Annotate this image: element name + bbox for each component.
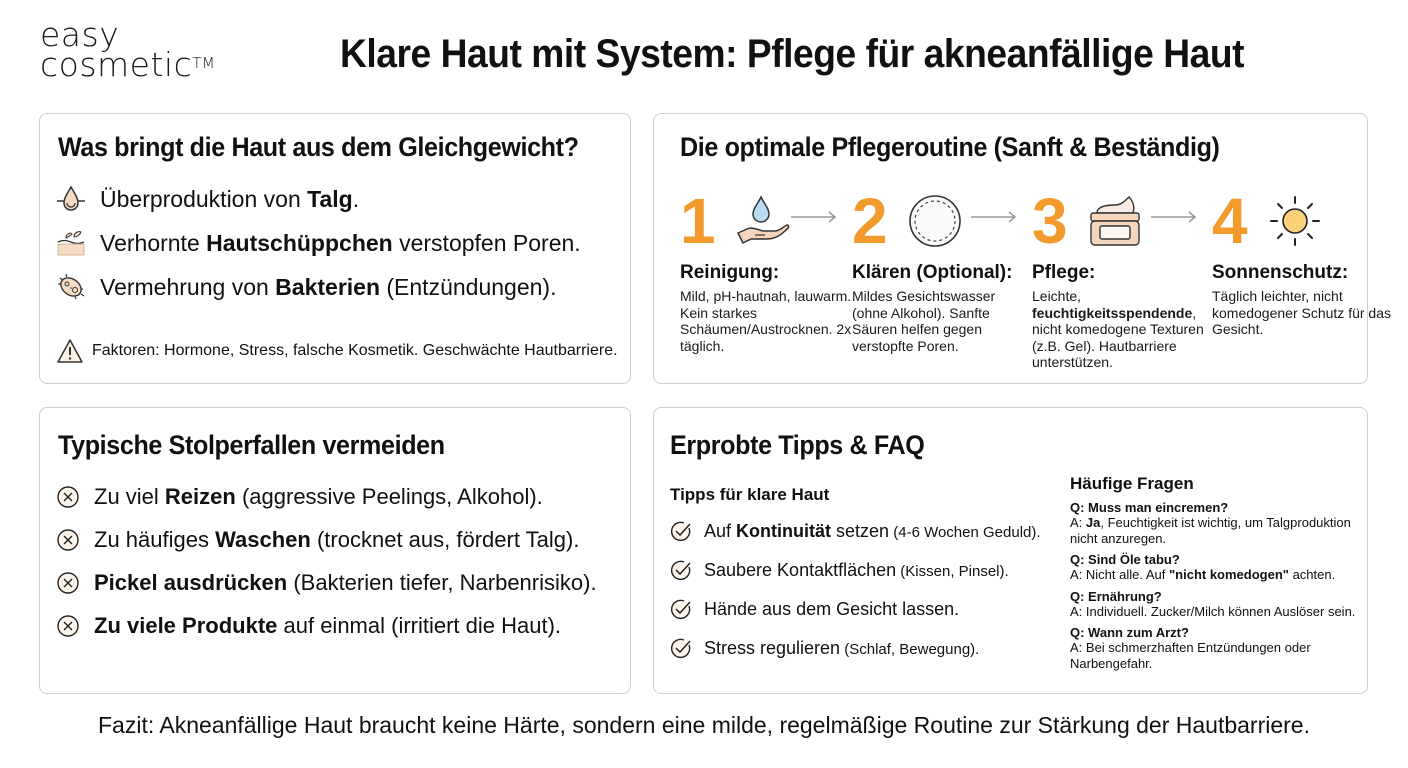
faq-item bbox=[1070, 589, 1360, 620]
factors-note: Faktoren: Hormone, Stress, falsche Kosmetik. Geschwächte Hautbarriere. bbox=[56, 338, 618, 364]
step-number: 3 bbox=[1032, 185, 1068, 257]
check-circle-icon bbox=[670, 559, 692, 581]
step-label: Sonnenschutz: bbox=[1212, 262, 1349, 283]
step-number: 2 bbox=[852, 185, 888, 257]
tips-faq-card bbox=[653, 407, 1368, 694]
step-description: Mildes Gesichtswasser (ohne Alkohol). Sanfte Säuren helfen gegen verstopfte Poren. bbox=[852, 288, 996, 354]
step-label: Klären (Optional): bbox=[852, 262, 1013, 283]
tips-title: Erprobte Tipps & FAQ bbox=[670, 430, 925, 460]
x-circle-icon bbox=[56, 614, 80, 638]
cause-item: Vermehrung von Bakterien (Entzündungen). bbox=[56, 272, 556, 302]
arrow-right-icon bbox=[969, 210, 1019, 224]
pitfall-item: Pickel ausdrücken (Bakterien tiefer, Narbenrisiko). bbox=[56, 570, 597, 596]
routine-title: Die optimale Pflegeroutine (Sanft & Beständig) bbox=[680, 132, 1220, 162]
faq-answer: A: Individuell. Zucker/Milch können Auslöser sein. bbox=[1070, 603, 1356, 619]
check-circle-icon bbox=[670, 520, 692, 542]
logo-trademark: TM bbox=[192, 54, 216, 72]
warning-icon bbox=[56, 338, 84, 364]
faq-item bbox=[1070, 552, 1360, 583]
causes-title: Was bringt die Haut aus dem Gleichgewicht? bbox=[58, 132, 579, 162]
cotton-pad-icon bbox=[904, 193, 966, 249]
step-number: 4 bbox=[1212, 185, 1248, 257]
step-number: 1 bbox=[680, 185, 716, 257]
cause-item: Überproduktion von Talg. bbox=[56, 184, 359, 214]
faq-answer: A: Nicht alle. Auf "nicht komedogen" achten. bbox=[1070, 567, 1336, 582]
cause-item: Verhornte Hautschüppchen verstopfen Poren. bbox=[56, 228, 581, 258]
logo-line-1: easy bbox=[40, 15, 120, 54]
x-circle-icon bbox=[56, 485, 80, 509]
arrow-right-icon bbox=[789, 210, 839, 224]
routine-step-4 bbox=[1212, 186, 1392, 338]
faq-question: Q: Ernährung? bbox=[1070, 588, 1162, 604]
step-description: Täglich leichter, nicht komedogener Schutz für das Gesicht. bbox=[1212, 288, 1391, 337]
pitfall-item: Zu häufiges Waschen (trocknet aus, fördert Talg). bbox=[56, 527, 579, 553]
cream-jar-icon bbox=[1084, 193, 1146, 249]
faq-title: Häufige Fragen bbox=[1070, 474, 1194, 493]
tip-item: Auf Kontinuität setzen (4-6 Wochen Geduld). bbox=[670, 520, 1041, 542]
step-label: Pflege: bbox=[1032, 262, 1096, 283]
tip-item: Stress regulieren (Schlaf, Bewegung). bbox=[670, 637, 979, 659]
page-title: Klare Haut mit System: Pflege für akneanfällige Haut bbox=[340, 32, 1245, 76]
faq-question: Q: Sind Öle tabu? bbox=[1070, 552, 1180, 567]
conclusion-text: Fazit: Akneanfällige Haut braucht keine Härte, sondern eine milde, regelmäßige Routine zur Stärkung der Hautbarriere. bbox=[98, 712, 1310, 738]
oil-drop-icon bbox=[56, 184, 86, 214]
arrow-right-icon bbox=[1149, 210, 1199, 224]
x-circle-icon bbox=[56, 571, 80, 595]
tip-item: Hände aus dem Gesicht lassen. bbox=[670, 598, 959, 620]
faq-section bbox=[1070, 474, 1360, 677]
step-description: Mild, pH-hautnah, lauwarm. Kein starkes Schäumen/Austrocknen. 2x täglich. bbox=[680, 288, 852, 354]
sun-icon bbox=[1264, 193, 1326, 249]
bacteria-icon bbox=[56, 272, 86, 302]
hand-water-drop-icon bbox=[732, 193, 794, 249]
x-circle-icon bbox=[56, 528, 80, 552]
faq-item bbox=[1070, 625, 1360, 671]
logo-line-2: cosmetic bbox=[40, 45, 193, 84]
pitfall-item: Zu viele Produkte auf einmal (irritiert die Haut). bbox=[56, 613, 561, 639]
step-description: Leichte, feuchtigkeitsspendende, nicht komedogene Texturen (z.B. Gel). Hautbarriere unterstützen. bbox=[1032, 288, 1204, 370]
pitfall-item: Zu viel Reizen (aggressive Peelings, Alkohol). bbox=[56, 484, 543, 510]
brand-logo bbox=[40, 15, 216, 84]
faq-item bbox=[1070, 500, 1360, 546]
pitfalls-title: Typische Stolperfallen vermeiden bbox=[58, 430, 445, 460]
faq-answer: A: Ja, Feuchtigkeit ist wichtig, um Talgproduktion nicht anzuregen. bbox=[1070, 515, 1351, 546]
skin-layers-icon bbox=[56, 228, 86, 258]
faq-question: Q: Muss man eincremen? bbox=[1070, 500, 1229, 515]
tips-subtitle: Tipps für klare Haut bbox=[670, 485, 830, 504]
check-circle-icon bbox=[670, 598, 692, 620]
faq-question: Q: Wann zum Arzt? bbox=[1070, 625, 1189, 640]
routine-card bbox=[653, 113, 1391, 384]
causes-card bbox=[39, 113, 631, 384]
tip-item: Saubere Kontaktflächen (Kissen, Pinsel). bbox=[670, 559, 1009, 581]
pitfalls-card bbox=[39, 407, 631, 694]
faq-answer: A: Bei schmerzhaften Entzündungen oder Narbengefahr. bbox=[1070, 640, 1311, 671]
step-label: Reinigung: bbox=[680, 262, 780, 283]
check-circle-icon bbox=[670, 637, 692, 659]
